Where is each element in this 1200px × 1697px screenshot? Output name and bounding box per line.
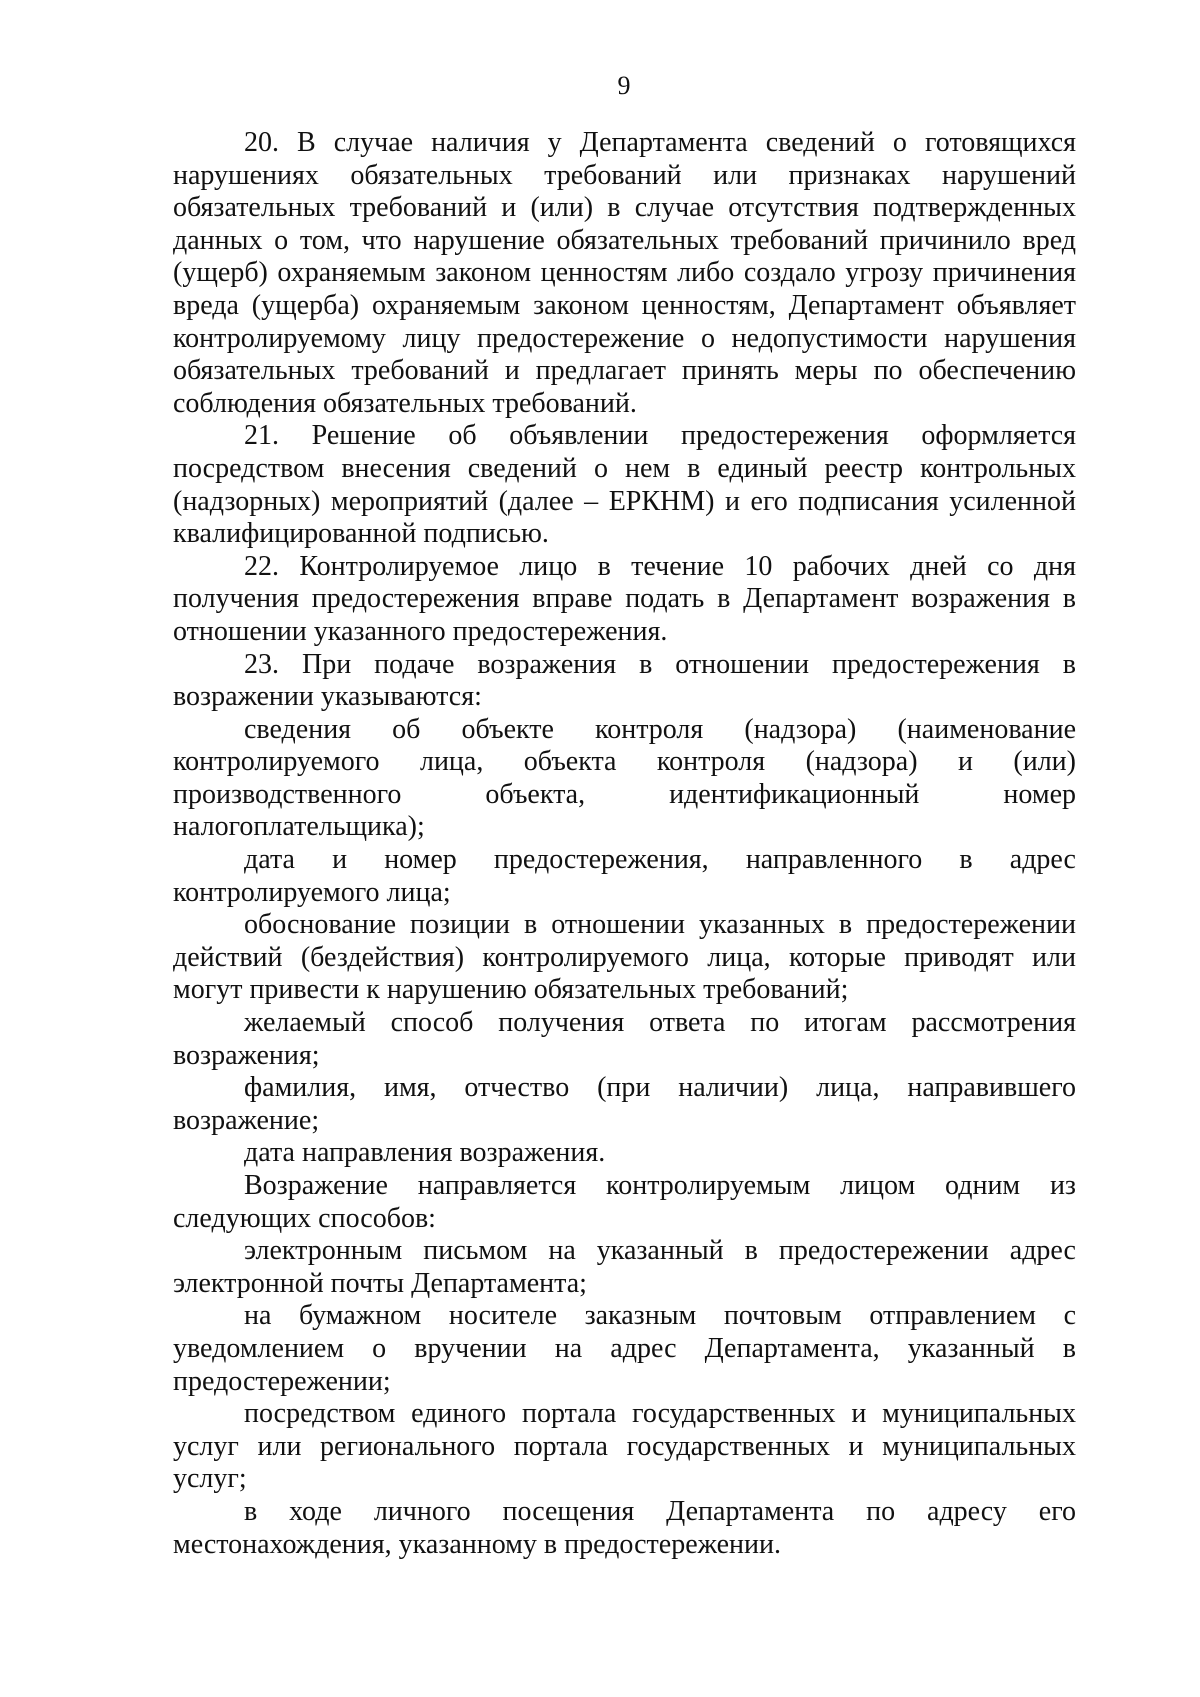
list-item-email: электронным письмом на указанный в предостережении адрес электронной почты Департамента;: [173, 1235, 1076, 1299]
paragraph-23: 23. При подаче возражения в отношении предостережения в возражении указываются:: [173, 648, 1076, 713]
paragraph-22: 22. Контролируемое лицо в течение 10 рабочих дней со дня получения предостережения вправе подать в Департамент возражения в отношении указанного предостережения.: [173, 550, 1076, 647]
list-item-portal: посредством единого портала государственных и муниципальных услуг или регионального портала государственных и муниципальных услуг;: [173, 1398, 1076, 1495]
paragraph-submission-methods: Возражение направляется контролируемым лицом одним из следующих способов:: [173, 1170, 1076, 1234]
list-item-paper-mail: на бумажном носителе заказным почтовым отправлением с уведомлением о вручении на адрес Департамента, указанный в предостережении;: [173, 1300, 1076, 1397]
list-item-date-number: дата и номер предостережения, направленного в адрес контролируемого лица;: [173, 844, 1076, 908]
paragraph-20: 20. В случае наличия у Департамента сведений о готовящихся нарушениях обязательных требований или признаках нарушений обязательных требований и (или) в случае отсутствия подтвержденных данных о том, что нарушение обязательных требований причинило вред (ущерб) охраняемым законом ценностям либо создало угрозу причинения вреда (ущерба) охраняемым законом ценностям, Департамент объявляет контролируемому лицу предостережение о недопустимости нарушения обязательных требований и предлагает принять меры по обеспечению соблюдения обязательных требований.: [173, 127, 1076, 419]
list-item-sender-name: фамилия, имя, отчество (при наличии) лица, направившего возражение;: [173, 1072, 1076, 1136]
list-item-justification: обоснование позиции в отношении указанных в предостережении действий (бездействия) контролируемого лица, которые приводят или могут привести к нарушению обязательных требований;: [173, 909, 1076, 1006]
list-item-objection-date: дата направления возражения.: [244, 1137, 606, 1169]
list-item-object-info: сведения об объекте контроля (надзора) (наименование контролируемого лица, объекта контроля (надзора) и (или) производственного объекта, идентификационный номер налогоплательщика);: [173, 713, 1076, 843]
list-item-personal-visit: в ходе личного посещения Департамента по адресу его местонахождения, указанному в предостережении.: [173, 1495, 1076, 1560]
page-number: 9: [617, 71, 631, 100]
paragraph-21: 21. Решение об объявлении предостережения оформляется посредством внесения сведений о нем в единый реестр контрольных (надзорных) мероприятий (далее – ЕРКНМ) и его подписания усиленной квалифицированной подписью.: [173, 420, 1076, 550]
list-item-response-method: желаемый способ получения ответа по итогам рассмотрения возражения;: [173, 1007, 1076, 1071]
document-body: [173, 127, 1076, 1561]
